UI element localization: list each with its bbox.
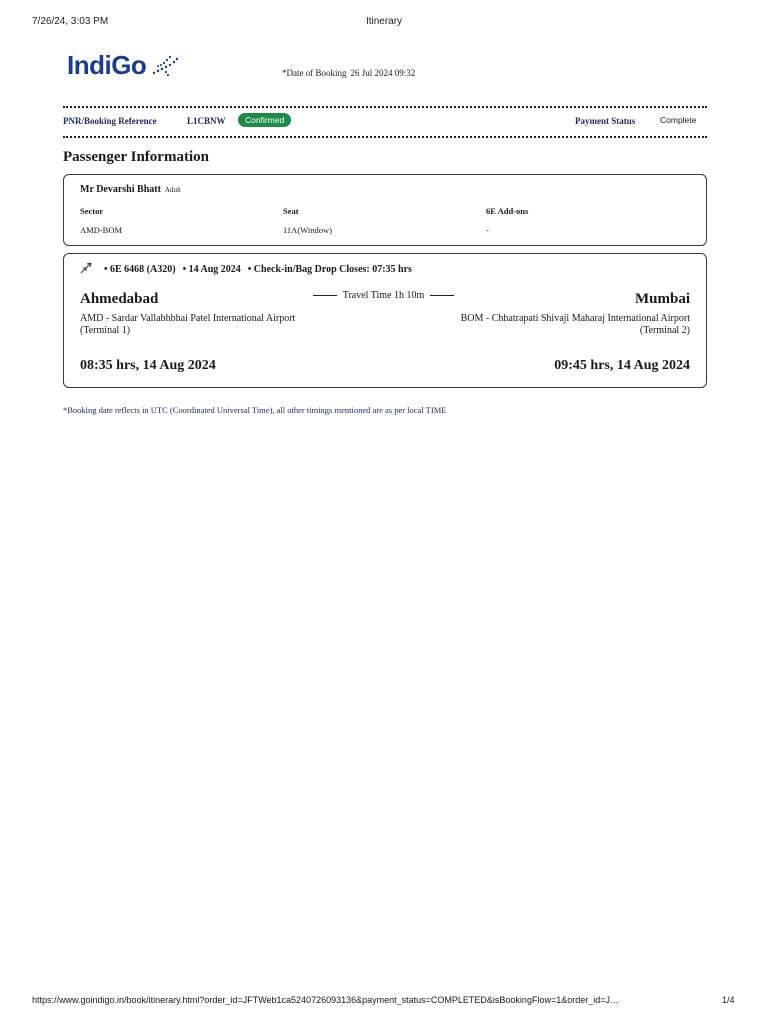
arrival-time: 09:45 hrs, 14 Aug 2024	[554, 358, 690, 373]
logo-plane-icon	[150, 54, 180, 78]
addons-value: -	[486, 225, 489, 235]
passenger-name-row	[80, 184, 181, 195]
departure-time: 08:35 hrs, 14 Aug 2024	[80, 358, 216, 373]
passenger-card	[63, 174, 707, 246]
print-datetime: 7/26/24, 3:03 PM	[32, 16, 109, 27]
indigo-logo	[67, 50, 180, 81]
divider-bottom	[63, 136, 707, 138]
payment-status-label: Payment Status	[575, 116, 636, 126]
origin-city: Ahmedabad	[80, 291, 159, 307]
travel-line-right	[430, 295, 454, 296]
payment-status-value: Complete	[660, 115, 697, 125]
sector-value: AMD-BOM	[80, 225, 123, 235]
divider-top	[63, 106, 707, 108]
seat-value: 11A(Window)	[283, 225, 332, 235]
print-title: Itinerary	[365, 16, 403, 27]
addons-header: 6E Add-ons	[486, 206, 529, 216]
travel-time	[301, 290, 466, 301]
print-url: https://www.goindigo.in/book/itinerary.html?order_id=JFTWeb1ca5240726093136&payment_status=COMPLETED&isBookingFlow=1&order_id=J…	[32, 995, 619, 1005]
booking-date-label: *Date of Booking	[282, 68, 347, 78]
section-title: Passenger Information	[63, 149, 209, 165]
passenger-type: Adult	[164, 186, 181, 194]
utc-note: *Booking date reflects in UTC (Coordinated Universal Time), all other timings mentioned are as per local TIME	[63, 405, 447, 415]
origin-airport: AMD - Sardar Vallabhbhai Patel International Airport (Terminal 1)	[80, 313, 296, 336]
pnr-label: PNR/Booking Reference	[63, 116, 157, 126]
flight-date: • 14 Aug 2024	[182, 264, 241, 275]
destination-city: Mumbai	[634, 291, 690, 307]
flight-number: • 6E 6468 (A320)	[104, 264, 176, 275]
page-number: 1/4	[722, 995, 735, 1005]
pnr-code: L1CBNW	[187, 116, 226, 126]
flight-meta	[104, 264, 419, 275]
plane-icon	[80, 262, 92, 274]
status-badge: Confirmed	[238, 113, 291, 127]
destination-airport: BOM - Chhatrapati Shivaji Maharaj International Airport (Terminal 2)	[460, 313, 690, 336]
flight-card	[63, 253, 707, 388]
seat-header: Seat	[283, 206, 299, 216]
booking-reference-row	[63, 113, 707, 131]
passenger-name: Mr Devarshi Bhatt	[80, 184, 161, 195]
sector-header: Sector	[80, 206, 104, 216]
travel-time-text: Travel Time 1h 10m	[342, 290, 425, 301]
travel-line-left	[313, 295, 337, 296]
booking-date-value: 26 Jul 2024 09:32	[350, 68, 416, 78]
checkin-closes: • Check-in/Bag Drop Closes: 07:35 hrs	[247, 264, 412, 275]
logo-text: IndiGo	[67, 50, 147, 80]
booking-date	[282, 68, 419, 78]
